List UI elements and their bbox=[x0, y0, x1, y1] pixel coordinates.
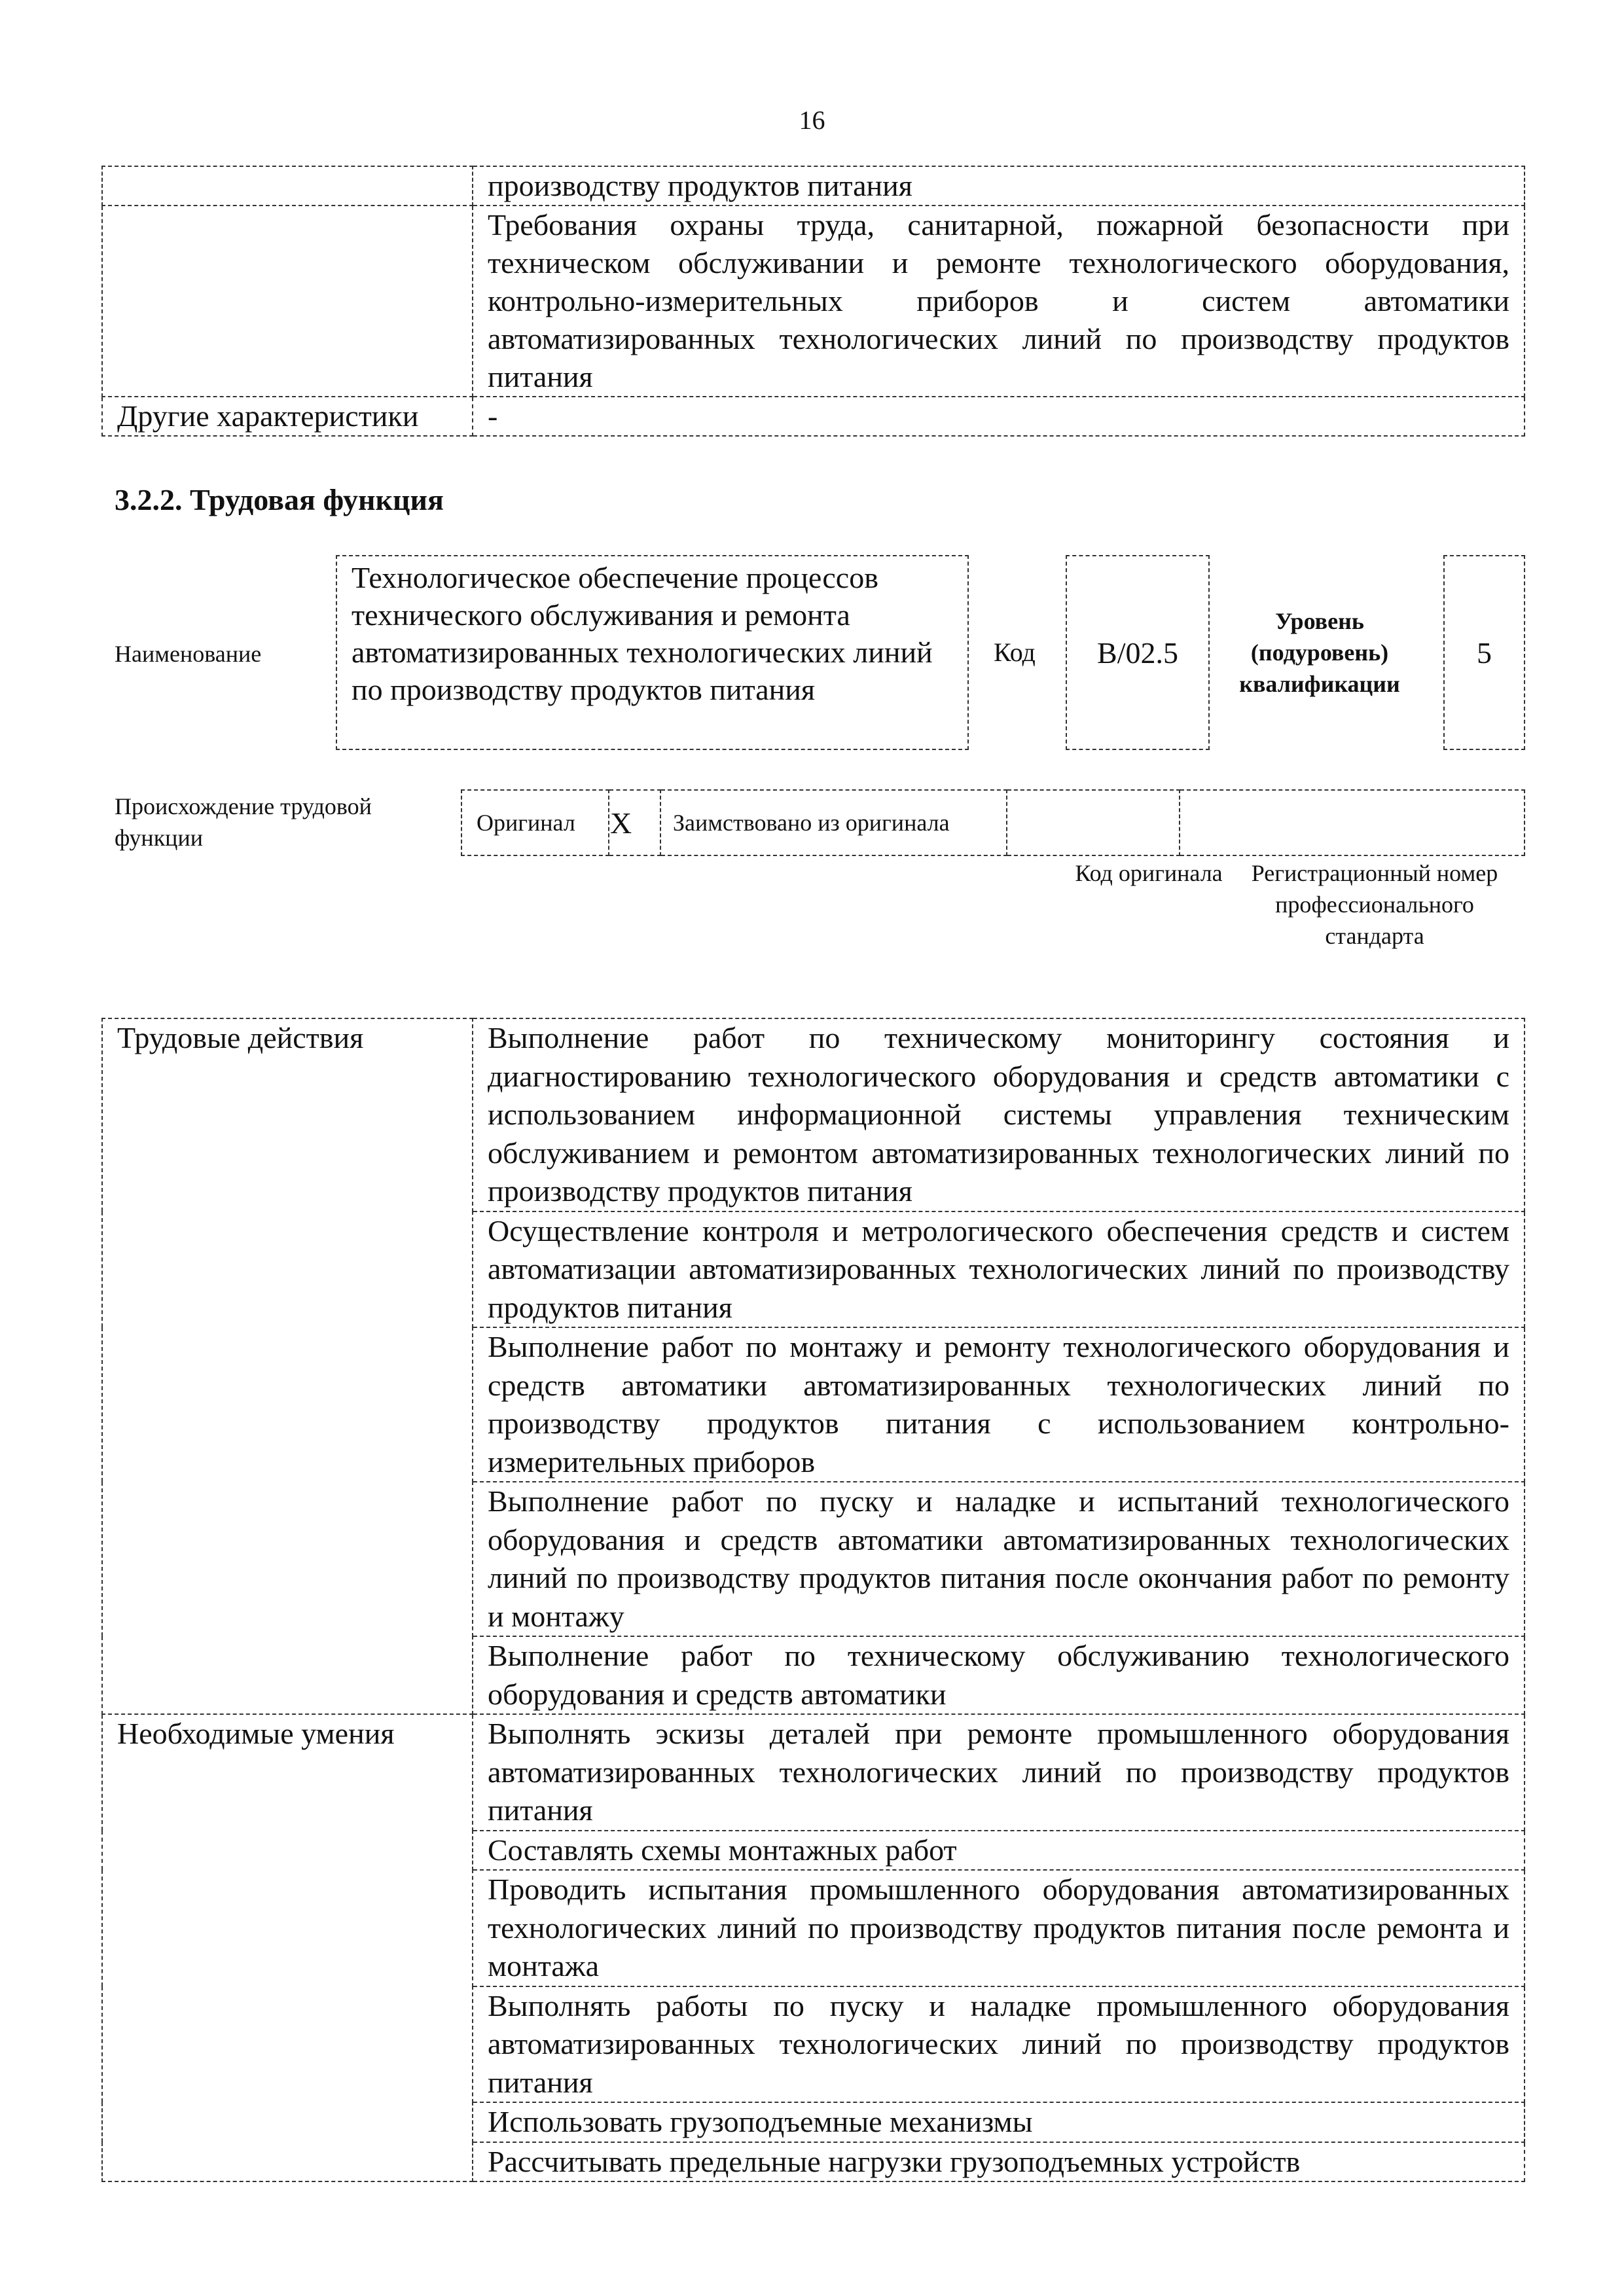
page-number: 16 bbox=[799, 105, 825, 135]
row-text: - bbox=[473, 397, 1525, 436]
table-row bbox=[102, 166, 1525, 206]
list-item: Выполнение работ по техническому мониторингу состояния и диагностированию технологического оборудования и средств автоматики с использованием информационной системы управления техническим обслуживанием и ремонтом автоматизированных технологических линий по производству продуктов питания bbox=[473, 1018, 1525, 1211]
table-row bbox=[102, 397, 1525, 436]
row-label bbox=[102, 166, 473, 206]
original-mark: X bbox=[609, 790, 660, 855]
code-label: Код bbox=[994, 637, 1036, 667]
list-item: Проводить испытания промышленного оборудования автоматизированных технологических линий по производству продуктов питания после ремонта и монтажа bbox=[473, 1870, 1525, 1986]
borrowed-label: Заимствовано из оригинала bbox=[660, 790, 1007, 855]
list-item: Выполнение работ по техническому обслуживанию технологического оборудования и средств автоматики bbox=[473, 1636, 1525, 1714]
list-item: Составлять схемы монтажных работ bbox=[473, 1831, 1525, 1871]
row-label bbox=[102, 206, 473, 397]
group-label-skills: Необходимые умения bbox=[102, 1714, 473, 2181]
list-item: Выполнять работы по пуску и наладке промышленного оборудования автоматизированных технологических линий по производству продуктов питания bbox=[473, 1986, 1525, 2103]
row-text: производству продуктов питания bbox=[473, 166, 1525, 206]
list-item: Использовать грузоподъемные механизмы bbox=[473, 2102, 1525, 2142]
list-item: Выполнение работ по пуску и наладке и испытаний технологического оборудования и средств автоматики автоматизированных технологических линий по производству продуктов питания после окончания работ по ремонту и монтажу bbox=[473, 1482, 1525, 1636]
function-code: B/02.5 bbox=[1066, 555, 1210, 750]
qualification-level: 5 bbox=[1443, 555, 1525, 750]
list-item: Выполнение работ по монтажу и ремонту технологического оборудования и средств автоматики автоматизированных технологических линий по производству продуктов питания с использованием контрольно-измерительных приборов bbox=[473, 1327, 1525, 1482]
continuation-table bbox=[101, 166, 1525, 437]
code-original-cell bbox=[1007, 790, 1180, 855]
original-label: Оригинал bbox=[461, 790, 609, 855]
reg-number-caption: Регистрационный номер профессионального стандарта bbox=[1251, 860, 1498, 949]
table-row bbox=[461, 790, 1525, 855]
reg-number-cell bbox=[1180, 790, 1525, 855]
row-text: Требования охраны труда, санитарной, пожарной безопасности при техническом обслуживании и ремонте технологического оборудования, контрольно-измерительных приборов и систем автоматики автоматизированных технологических линий по производству продуктов питания bbox=[473, 206, 1525, 397]
list-item: Рассчитывать предельные нагрузки грузоподъемных устройств bbox=[473, 2142, 1525, 2182]
table-row bbox=[102, 1714, 1525, 1831]
table-row bbox=[102, 206, 1525, 397]
origin-table bbox=[461, 789, 1525, 856]
main-table bbox=[101, 1018, 1525, 2182]
section-heading: 3.2.2. Трудовая функция bbox=[115, 483, 444, 516]
row-label: Другие характеристики bbox=[102, 397, 473, 436]
name-label: Наименование bbox=[115, 641, 262, 667]
function-name: Технологическое обеспечение процессов технического обслуживания и ремонта автоматизированных технологических линий по производству продуктов питания bbox=[336, 555, 969, 750]
origin-label: Происхождение трудовой функции bbox=[115, 793, 372, 851]
group-label-actions: Трудовые действия bbox=[102, 1018, 473, 1714]
code-original-caption: Код оригинала bbox=[1075, 860, 1223, 886]
list-item: Осуществление контроля и метрологического обеспечения средств и систем автоматизации автоматизированных технологических линий по производству продуктов питания bbox=[473, 1211, 1525, 1328]
level-label: Уровень (подуровень) квалификации bbox=[1239, 608, 1400, 697]
table-row bbox=[102, 1018, 1525, 1211]
list-item: Выполнять эскизы деталей при ремонте промышленного оборудования автоматизированных технологических линий по производству продуктов питания bbox=[473, 1714, 1525, 1831]
